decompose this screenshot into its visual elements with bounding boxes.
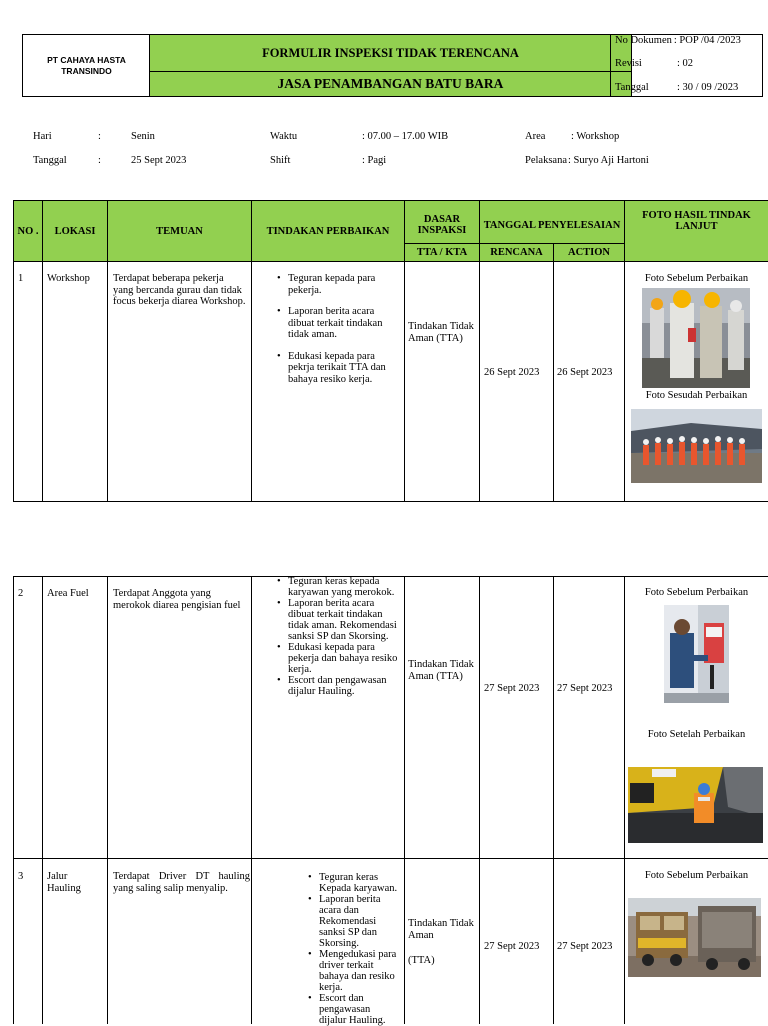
shift-value: : Pagi [362, 155, 387, 166]
row2-photo-after-caption: Foto Setelah Perbaikan [647, 729, 746, 740]
document-meta [610, 34, 763, 97]
doc-date-value: : 30 / 09 /2023 [677, 82, 739, 93]
row2-action-item: • Escort dan pengawasan dijalur Hauling. [288, 675, 398, 697]
row1-no: 1 [18, 273, 24, 284]
revision-label: Revisi [615, 58, 642, 69]
waktu-value: : 07.00 – 17.00 WIB [362, 131, 449, 142]
row2-no: 2 [18, 588, 24, 599]
th-foto: FOTO HASIL TINDAK LANJUT [625, 201, 768, 261]
th-action: ACTION [554, 244, 624, 261]
row3-tindakan [305, 872, 399, 1026]
row3-lokasi: Jalur Hauling [47, 871, 81, 894]
doc-number-row [615, 35, 760, 46]
doc-number-value: : POP /04 /2023 [673, 35, 741, 46]
row1-dasar: Tindakan Tidak Aman (TTA) [408, 321, 474, 344]
row1-tindakan [274, 273, 400, 385]
area-value: : Workshop [571, 131, 620, 142]
row2-action: 27 Sept 2023 [557, 683, 613, 694]
row2-action-item: • Teguran keras kepada karyawan yang merokok. [288, 576, 398, 598]
row3-no: 3 [18, 871, 24, 882]
row2-photo-before [664, 605, 729, 703]
revision-row [615, 58, 760, 69]
row1-photo-after-caption: Foto Sesudah Perbaikan [645, 390, 748, 401]
row2-action-item: • Edukasi kepada para pekerja dan bahaya resiko kerja. [288, 642, 398, 675]
th-no: NO . [14, 201, 42, 261]
row2-photo-before-caption: Foto Sebelum Perbaikan [644, 587, 749, 598]
row1-photo-before [642, 288, 750, 388]
form-subtitle: JASA PENAMBANGAN BATU BARA [149, 71, 632, 97]
doc-number-label: No Dokumen [615, 35, 672, 46]
row2-lokasi: Area Fuel [47, 588, 89, 599]
shift-label: Shift [270, 155, 291, 166]
th-rencana: RENCANA [480, 244, 553, 261]
pelaksana-label: Pelaksana [525, 155, 567, 166]
pelaksana-value: : Suryo Aji Hartoni [568, 155, 649, 166]
form-title: FORMULIR INSPEKSI TIDAK TERENCANA [149, 34, 632, 72]
row1-action-item: • Laporan berita acara dibuat terkait tindakan tidak aman. [288, 306, 400, 341]
hari-separator: : [98, 131, 101, 142]
row3-action-item: • Mengedukasi para driver terkait bahaya dan resiko kerja. [319, 949, 399, 993]
row3-action-item: • Laporan berita acara dan Rekomendasi sanksi SP dan Skorsing. [319, 894, 399, 949]
row2-tindakan [274, 576, 398, 697]
row3-temuan: Terdapat Driver DT hauling yang saling salip menyalip. [113, 871, 250, 894]
row1-lokasi: Workshop [47, 273, 90, 284]
th-tindakan: TINDAKAN PERBAIKAN [252, 201, 404, 261]
row1-rencana: 26 Sept 2023 [484, 367, 540, 378]
row3-photo-before-caption: Foto Sebelum Perbaikan [644, 870, 749, 881]
th-dasar-sub: TTA / KTA [405, 244, 479, 261]
company-name: PT CAHAYA HASTA TRANSINDO [22, 34, 151, 97]
row3-dasar-b: (TTA) [408, 955, 435, 966]
doc-date-row [615, 82, 760, 93]
hari-label: Hari [33, 131, 52, 142]
revision-value: : 02 [677, 58, 694, 69]
document-header [22, 34, 761, 97]
row3-rencana: 27 Sept 2023 [484, 941, 540, 952]
row3-action-item: • Escort dan pengawasan dijalur Hauling. [319, 993, 399, 1026]
th-temuan: TEMUAN [108, 201, 251, 261]
row2-action-item: • Laporan berita acara dibuat terkait tindakan tidak aman. Rekomendasi sanksi SP dan Skorsing. [288, 598, 398, 642]
row1-temuan: Terdapat beberapa pekerja yang bercanda gurau dan tidak focus bekerja diarea Workshop. [113, 273, 246, 307]
tanggal-separator: : [98, 155, 101, 166]
row1-photo-before-caption: Foto Sebelum Perbaikan [644, 273, 749, 284]
row1-action: 26 Sept 2023 [557, 367, 613, 378]
row2-dasar: Tindakan Tidak Aman (TTA) [408, 659, 474, 682]
waktu-label: Waktu [270, 131, 298, 142]
row1-action-item: • Edukasi kepada para pekrja terikait TTA dan bahaya resiko kerja. [288, 351, 400, 386]
row3-photo-before [628, 898, 761, 977]
th-tanggal: TANGGAL PENYELESAIAN [480, 201, 624, 243]
row2-temuan: Terdapat Anggota yang merokok diarea pengisian fuel [113, 588, 241, 611]
row1-photo-after [631, 409, 762, 483]
row3-action: 27 Sept 2023 [557, 941, 613, 952]
doc-date-label: Tanggal [615, 82, 649, 93]
hari-value: Senin [131, 131, 155, 142]
row3-action-item: • Teguran keras Kepada karyawan. [319, 872, 399, 894]
th-dasar: DASAR INSPAKSI [405, 201, 479, 243]
tanggal-label: Tanggal [33, 155, 67, 166]
tanggal-value: 25 Sept 2023 [131, 155, 187, 166]
row3-dasar-a: Tindakan Tidak Aman [408, 918, 474, 941]
row2-photo-after [628, 767, 763, 843]
area-label: Area [525, 131, 546, 142]
row1-action-item: • Teguran kepada para pekerja. [288, 273, 400, 296]
row2-rencana: 27 Sept 2023 [484, 683, 540, 694]
th-lokasi: LOKASI [43, 201, 107, 261]
